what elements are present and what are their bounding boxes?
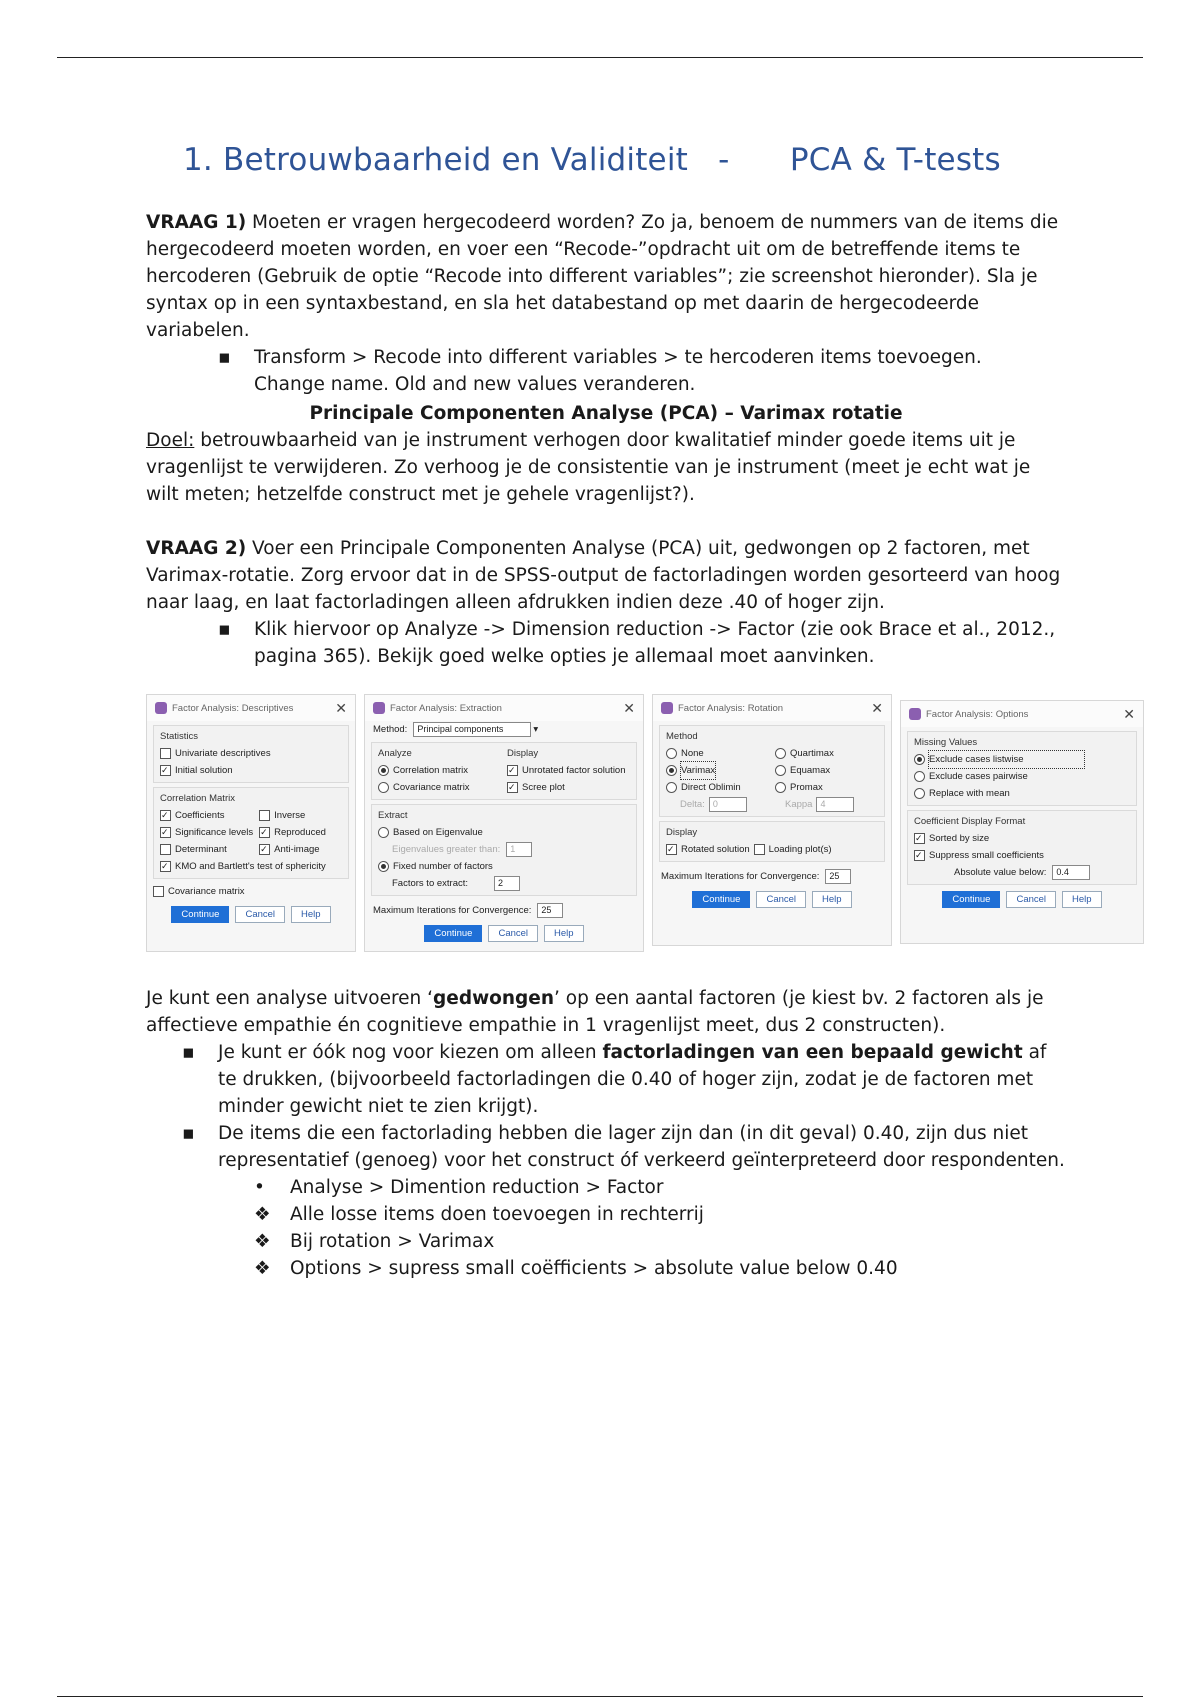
- correlation-matrix-radio[interactable]: Correlation matrix: [378, 762, 501, 779]
- rotated-solution-checkbox[interactable]: ✓ Rotated solution: [666, 841, 750, 858]
- square-bullet-icon: ▪: [218, 347, 231, 368]
- factors-extract-input[interactable]: 2: [494, 876, 520, 891]
- gedwongen-bullet-2: ▪ De items die een factorlading hebben die lager zijn dan (in dit geval) 0.40, zijn dus niet representatief (genoeg) voor het construct óf verkeerd geïnterpreteerd door respondenten.: [182, 1120, 1066, 1174]
- listwise-radio[interactable]: Exclude cases listwise: [914, 751, 1130, 768]
- absolute-value-input[interactable]: 0.4: [1052, 865, 1090, 880]
- initial-solution-checkbox[interactable]: ✓ Initial solution: [160, 762, 342, 779]
- gedwongen-bullet-1: ▪ Je kunt er óók nog voor kiezen om alleen factorladingen van een bepaald gewicht af te drukken, (bijvoorbeeld factorladingen die 0.40 of hoger zijn, zodat je de factoren met minder gewicht niet te zien krijgt).: [182, 1039, 1066, 1120]
- kmo-checkbox[interactable]: ✓ KMO and Bartlett's test of sphericity: [160, 858, 342, 875]
- sub-bullet-1: • Analyse > Dimention reduction > Factor: [254, 1174, 1066, 1201]
- spss-app-icon: [909, 708, 921, 720]
- cancel-button[interactable]: Cancel: [1006, 891, 1056, 908]
- spss-app-icon: [661, 702, 673, 714]
- dialog-title: Factor Analysis: Descriptives: [172, 702, 294, 714]
- vraag1-bullet-line1: Transform > Recode into different variables > te hercoderen items toevoegen.: [254, 347, 982, 368]
- kappa-row: Kappa 4: [785, 796, 878, 813]
- sub-bullet-2: ❖ Alle losse items doen toevoegen in rechterrij: [254, 1201, 1066, 1228]
- univariate-checkbox[interactable]: Univariate descriptives: [160, 745, 342, 762]
- continue-button[interactable]: Continue: [692, 891, 750, 908]
- eigen-threshold-row: Eigenvalues greater than: 1: [392, 841, 630, 858]
- covariance-matrix-radio[interactable]: Covariance matrix: [378, 779, 501, 796]
- inverse-checkbox[interactable]: Inverse: [259, 807, 342, 824]
- spss-app-icon: [373, 702, 385, 714]
- quartimax-radio[interactable]: Quartimax: [775, 745, 878, 762]
- close-icon[interactable]: ✕: [623, 699, 635, 716]
- vraag1-bullet-line2: Change name. Old and new values veranderen.: [254, 374, 696, 395]
- square-bullet-icon: ▪: [182, 1123, 195, 1144]
- eigenvalue-radio[interactable]: Based on Eigenvalue: [378, 824, 630, 841]
- vraag2-text: Voer een Principale Componenten Analyse (PCA) uit, gedwongen op 2 factoren, met Varimax-rotatie. Zorg ervoor dat in de SPSS-output de factorladingen worden gesorteerd van hoog naar laag, en laat factorladingen alleen afdrukken indien deze .40 of hoger zijn.: [146, 538, 1061, 613]
- rotation-method-group: Method None Quartimax Varimax Equamax Direct Oblimin Promax Delta: 0 Kappa 4: [659, 725, 885, 817]
- max-iterations-input[interactable]: 25: [537, 903, 563, 918]
- extract-group: Extract Based on Eigenvalue Eigenvalues greater than: 1 Fixed number of factors Factors to extract: 2: [371, 804, 637, 896]
- cancel-button[interactable]: Cancel: [235, 906, 285, 923]
- dialog-title: Factor Analysis: Rotation: [678, 702, 784, 714]
- doel-text: betrouwbaarheid van je instrument verhogen door kwalitatief minder goede items uit je vragenlijst te verwijderen. Zo verhoog je de consistentie van je instrument (meet je echt wat je wilt meten; hetzelfde construct met je gehele vragenlijst?).: [146, 430, 1031, 505]
- method-row: Method: Principal components ▾: [373, 721, 635, 738]
- determinant-checkbox[interactable]: Determinant: [160, 841, 253, 858]
- replace-mean-radio[interactable]: Replace with mean: [914, 785, 1130, 802]
- dialog-title: Factor Analysis: Extraction: [390, 702, 502, 714]
- analyze-display-group: Analyze Correlation matrix Covariance matrix Display ✓ Unrotated factor solution ✓ Scree plot: [371, 742, 637, 800]
- eigen-threshold-input[interactable]: 1: [506, 842, 532, 857]
- vraag2-paragraph: [146, 535, 1066, 616]
- absolute-value-row: Absolute value below: 0.4: [954, 864, 1130, 881]
- pca-title: Principale Componenten Analyse (PCA) – Varimax rotatie: [309, 403, 903, 424]
- anti-image-checkbox[interactable]: ✓ Anti-image: [259, 841, 342, 858]
- gedwongen-paragraph: Je kunt een analyse uitvoeren ‘gedwongen’ op een aantal factoren (je kiest bv. 2 factoren als je affectieve empathie én cognitieve empathie in 1 vragenlijst meet, dus 2 constructen).: [146, 988, 1044, 1036]
- vraag1-label: VRAAG 1): [146, 212, 247, 233]
- help-button[interactable]: Help: [544, 925, 584, 942]
- continue-button[interactable]: Continue: [942, 891, 1000, 908]
- promax-radio[interactable]: Promax: [775, 779, 878, 796]
- descriptives-dialog: [146, 694, 356, 952]
- max-iterations-input[interactable]: 25: [825, 869, 851, 884]
- help-button[interactable]: Help: [291, 906, 331, 923]
- significance-checkbox[interactable]: ✓ Significance levels: [160, 824, 253, 841]
- cancel-button[interactable]: Cancel: [488, 925, 538, 942]
- square-bullet-icon: ▪: [182, 1042, 195, 1063]
- rotation-dialog: [652, 694, 892, 946]
- reproduced-checkbox[interactable]: ✓ Reproduced: [259, 824, 342, 841]
- vraag2-label: VRAAG 2): [146, 538, 247, 559]
- gedwongen-bold: gedwongen: [433, 988, 555, 1009]
- oblimin-radio[interactable]: Direct Oblimin: [666, 779, 769, 796]
- continue-button[interactable]: Continue: [171, 906, 229, 923]
- sorted-by-size-checkbox[interactable]: ✓ Sorted by size: [914, 830, 1130, 847]
- diamond-bullet-icon: ❖: [254, 1231, 271, 1252]
- vraag1-block: [146, 209, 1066, 398]
- vraag1-text: Moeten er vragen hergecodeerd worden? Zo ja, benoem de nummers van de items die hergecodeerd moeten worden, en voer een “Recode-”opdracht uit om de betreffende items te hercoderen (Gebruik de optie “Recode into different variables”; zie screenshot hieronder). Sla je syntax op in een syntaxbestand, en sla het databestand op met daarin de hergecodeerde variabelen.: [146, 212, 1059, 341]
- close-icon[interactable]: ✕: [871, 699, 883, 716]
- close-icon[interactable]: ✕: [1123, 705, 1135, 722]
- vraag2-bullet: [218, 616, 1066, 670]
- delta-row: Delta: 0: [680, 796, 769, 813]
- header-rule: [57, 57, 1143, 58]
- group-label: Correlation Matrix: [160, 793, 235, 804]
- varimax-radio[interactable]: Varimax: [666, 762, 769, 779]
- statistics-group: [153, 725, 349, 783]
- doel-paragraph: [146, 427, 1066, 508]
- max-iterations-row: Maximum Iterations for Convergence: 25: [373, 902, 635, 919]
- kappa-input[interactable]: 4: [816, 797, 854, 812]
- group-label: Statistics: [160, 731, 199, 742]
- continue-button[interactable]: Continue: [424, 925, 482, 942]
- fixed-factors-radio[interactable]: Fixed number of factors: [378, 858, 630, 875]
- missing-values-group: Missing Values Exclude cases listwise Exclude cases pairwise Replace with mean: [907, 731, 1137, 806]
- suppress-small-checkbox[interactable]: ✓ Suppress small coefficients: [914, 847, 1130, 864]
- correlation-matrix-group: [153, 787, 349, 879]
- equamax-radio[interactable]: Equamax: [775, 762, 878, 779]
- spss-screenshots: [146, 694, 1152, 956]
- vraag1-paragraph: [146, 209, 1066, 344]
- diamond-bullet-icon: ❖: [254, 1204, 271, 1225]
- doel-label: Doel:: [146, 430, 195, 451]
- page-title: 1. Betrouwbaarheid en Validiteit - PCA & T-tests: [183, 142, 1001, 178]
- extraction-dialog: [364, 694, 644, 952]
- delta-input[interactable]: 0: [709, 797, 747, 812]
- vraag2-bullet-text: Klik hiervoor op Analyze -> Dimension reduction -> Factor (zie ook Brace et al., 2012., pagina 365). Bekijk goed welke opties je allemaal moet aanvinken.: [254, 619, 1056, 667]
- vraag1-bullet: [218, 344, 1066, 398]
- pairwise-radio[interactable]: Exclude cases pairwise: [914, 768, 1130, 785]
- dialog-title: Factor Analysis: Options: [926, 708, 1029, 720]
- footer-rule: [57, 1696, 1143, 1697]
- options-dialog: [900, 700, 1144, 944]
- covariance-checkbox[interactable]: Covariance matrix: [153, 883, 349, 900]
- vraag2-block: [146, 535, 1066, 670]
- chevron-down-icon: ▾: [533, 724, 539, 735]
- gedwongen-block: [146, 985, 1066, 1282]
- factors-extract-row: Factors to extract: 2: [392, 875, 630, 892]
- square-bullet-icon: ▪: [218, 619, 231, 640]
- method-select[interactable]: Principal components: [413, 722, 531, 737]
- help-button[interactable]: Help: [1062, 891, 1102, 908]
- diamond-bullet-icon: ❖: [254, 1258, 271, 1279]
- unrotated-checkbox[interactable]: ✓ Unrotated factor solution: [507, 762, 630, 779]
- max-iterations-row: Maximum Iterations for Convergence: 25: [661, 868, 883, 885]
- coefficient-format-group: Coefficient Display Format ✓ Sorted by size ✓ Suppress small coefficients Absolute value below: 0.4: [907, 810, 1137, 885]
- loading-plot-checkbox[interactable]: Loading plot(s): [754, 841, 832, 858]
- help-button[interactable]: Help: [812, 891, 852, 908]
- rotation-display-group: Display ✓ Rotated solution Loading plot(s): [659, 821, 885, 862]
- pca-section: [146, 400, 1066, 508]
- sub-bullet-3: ❖ Bij rotation > Varimax: [254, 1228, 1066, 1255]
- close-icon[interactable]: ✕: [335, 699, 347, 716]
- spss-app-icon: [155, 702, 167, 714]
- none-radio[interactable]: None: [666, 745, 769, 762]
- round-bullet-icon: •: [254, 1177, 265, 1198]
- coefficients-checkbox[interactable]: ✓ Coefficients: [160, 807, 253, 824]
- cancel-button[interactable]: Cancel: [756, 891, 806, 908]
- sub-bullet-4: ❖ Options > supress small coëfficients > absolute value below 0.40: [254, 1255, 1066, 1282]
- scree-plot-checkbox[interactable]: ✓ Scree plot: [507, 779, 630, 796]
